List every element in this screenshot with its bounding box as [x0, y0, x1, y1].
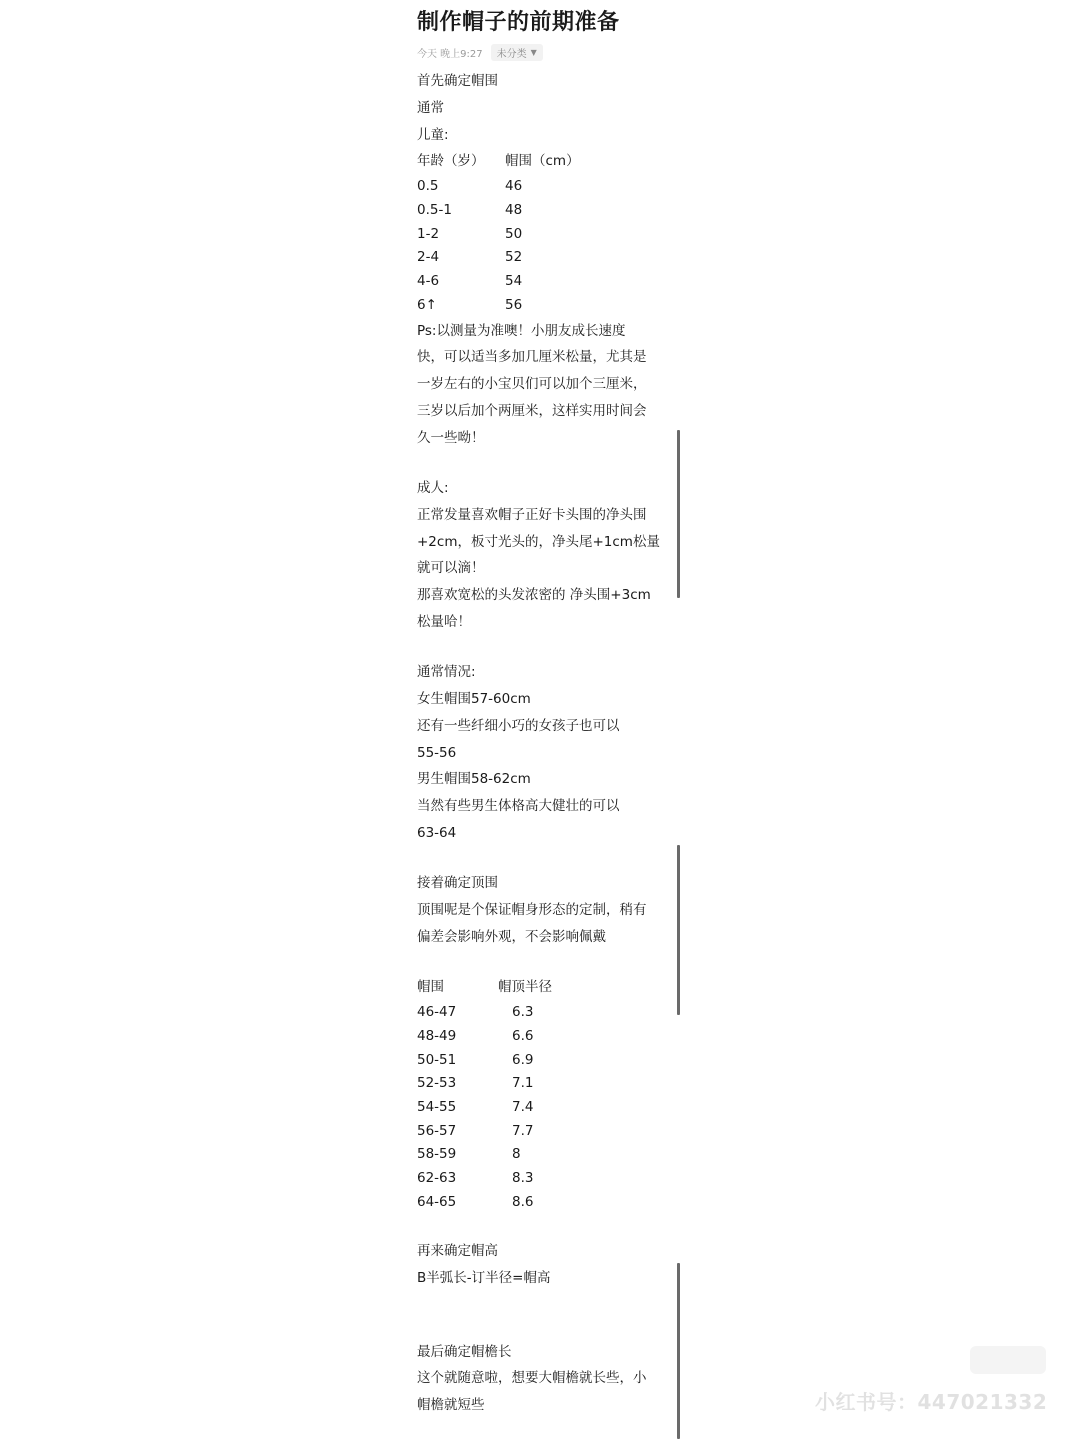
table-cell: 58-59	[417, 1146, 457, 1163]
table-cell: 54-55	[417, 1099, 457, 1115]
table-row	[417, 270, 679, 294]
text-line: 这个就随意啦，想要大帽檐就长些，小	[417, 1370, 647, 1387]
watermark-text: 小红书号：447021332	[815, 1390, 1048, 1414]
category-dropdown[interactable]	[491, 44, 543, 61]
text-line: 当然有些男生体格高大健壮的可以	[417, 798, 620, 815]
section-heading: 最后确定帽檐长	[417, 1343, 512, 1360]
table-row	[417, 1191, 679, 1215]
table-cell: 8.3	[512, 1170, 534, 1187]
table-row	[417, 199, 679, 223]
table-cell: 46	[505, 178, 523, 195]
table-row	[417, 1143, 679, 1167]
section-heading: 接着确定顶围	[417, 875, 498, 892]
table-row	[417, 1025, 679, 1049]
text-line: 一岁左右的小宝贝们可以加个三厘米，	[417, 376, 647, 393]
table-cell: 56	[505, 296, 523, 313]
table-cell: 62-63	[417, 1170, 457, 1187]
table-cell: 50	[505, 225, 523, 242]
header-age: 年龄（岁）	[417, 153, 485, 170]
watermark-logo	[970, 1346, 1046, 1374]
text-line: 松量哈！	[417, 613, 471, 630]
table-cell: 8	[512, 1146, 521, 1163]
section-heading: 通常情况:	[417, 664, 476, 681]
table-cell: 6.3	[512, 1004, 534, 1021]
table-cell: 8.6	[512, 1193, 534, 1210]
table-row	[417, 1072, 679, 1096]
table-cell: 50-51	[417, 1051, 457, 1068]
table-cell: 6.6	[512, 1027, 534, 1044]
table-cell: 4-6	[417, 273, 440, 290]
text-line: 三岁以后加个两厘米，这样实用时间会	[417, 402, 647, 419]
table-row	[417, 223, 679, 247]
kids-table-header	[417, 148, 679, 175]
text-line: 通常	[417, 99, 444, 116]
table-cell: 7.4	[512, 1099, 534, 1115]
text-line: 男生帽围58-62cm	[417, 771, 531, 788]
table-cell: 52-53	[417, 1075, 457, 1092]
note-body[interactable]	[417, 68, 679, 1419]
table-row	[417, 1001, 679, 1025]
table-row	[417, 1096, 679, 1120]
text-line: 久一些呦！	[417, 429, 485, 446]
table-cell: 46-47	[417, 1004, 457, 1021]
header-circumference: 帽围（cm）	[505, 153, 580, 170]
text-line: Ps:以测量为准噢！小朋友成长速度	[417, 322, 626, 339]
text-line: 那喜欢宽松的头发浓密的 净头围+3cm	[417, 587, 651, 604]
note-timestamp: 今天 晚上9:27	[417, 48, 483, 60]
table-cell: 48	[505, 202, 523, 219]
table-row	[417, 1120, 679, 1144]
table-row	[417, 1167, 679, 1191]
header-circumference: 帽围	[417, 979, 444, 996]
table-row	[417, 246, 679, 270]
table-cell: 56-57	[417, 1122, 457, 1139]
section-heading: 再来确定帽高	[417, 1242, 498, 1259]
category-label: 未分类	[496, 48, 527, 60]
table-row	[417, 1049, 679, 1073]
text-line: +2cm，板寸光头的，净头尾+1cm松量	[417, 533, 660, 550]
text-line: 帽檐就短些	[417, 1397, 485, 1414]
note-title[interactable]: 制作帽子的前期准备	[417, 10, 620, 35]
text-line: 快，可以适当多加几厘米松量，尤其是	[417, 349, 647, 366]
header-crown-radius: 帽顶半径	[498, 979, 552, 996]
text-line: 顶围呢是个保证帽身形态的定制，稍有	[417, 902, 647, 919]
text-line: 儿童:	[417, 126, 449, 143]
scrollbar-segment[interactable]	[677, 845, 680, 1015]
text-line: 正常发量喜欢帽子正好卡头围的净头围	[417, 506, 647, 523]
table-cell: 7.7	[512, 1122, 534, 1139]
text-line: 女生帽围57-60cm	[417, 691, 531, 708]
scrollbar-segment[interactable]	[677, 430, 680, 598]
table-cell: 2-4	[417, 249, 440, 266]
table-cell: 54	[505, 273, 523, 290]
table-cell: 6.9	[512, 1051, 534, 1068]
table-cell: 0.5	[417, 178, 439, 195]
note-content[interactable]	[417, 0, 679, 1419]
table-row	[417, 175, 679, 199]
table-cell: 7.1	[512, 1075, 534, 1092]
text-line: B半弧长-订半径=帽高	[417, 1269, 551, 1286]
scrollbar-segment[interactable]	[677, 1263, 680, 1439]
table-cell: 1-2	[417, 225, 440, 242]
table-row	[417, 294, 679, 318]
section-heading: 成人:	[417, 480, 449, 496]
note-meta	[417, 42, 679, 62]
table-cell: 48-49	[417, 1027, 457, 1044]
crown-table-header	[417, 974, 679, 1001]
table-cell: 6↑	[417, 296, 437, 313]
table-cell: 52	[505, 249, 523, 266]
text-line: 还有一些纤细小巧的女孩子也可以	[417, 717, 620, 734]
text-line: 就可以滴！	[417, 560, 485, 577]
table-cell: 0.5-1	[417, 202, 452, 219]
table-cell: 64-65	[417, 1193, 457, 1210]
text-line: 63-64	[417, 825, 457, 842]
text-line: 偏差会影响外观，不会影响佩戴	[417, 928, 606, 945]
text-line: 55-56	[417, 744, 457, 761]
caret-down-icon: ▼	[530, 47, 537, 57]
section-heading: 首先确定帽围	[417, 73, 498, 89]
